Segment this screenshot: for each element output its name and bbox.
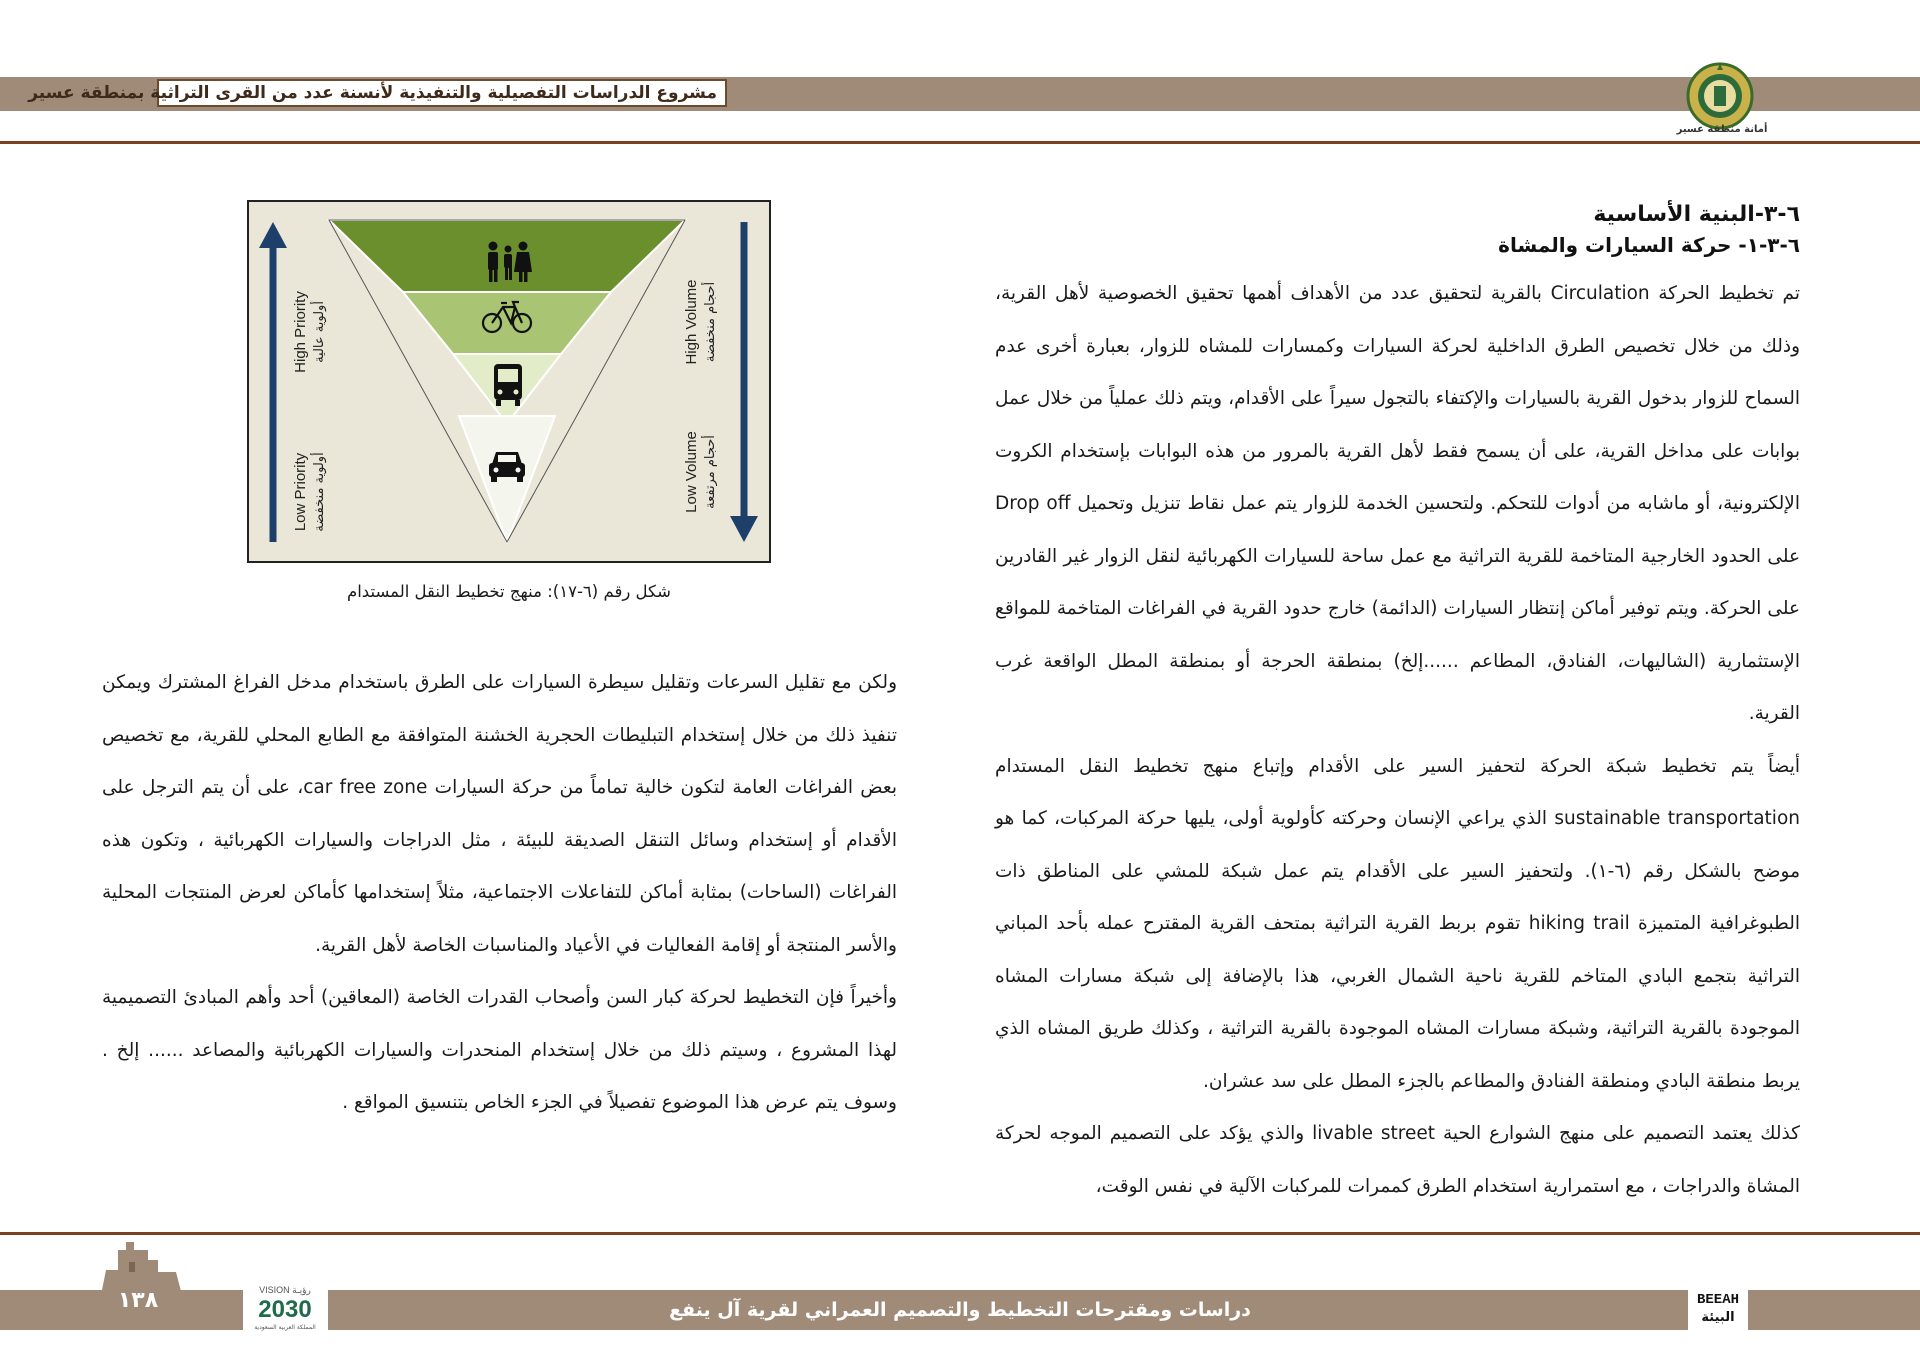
left-text-column <box>102 657 897 1130</box>
beeah-label-ar: البيئة <box>1701 1310 1735 1325</box>
transport-pyramid-diagram <box>249 202 769 561</box>
page-number: ١٣٨ <box>117 1288 159 1313</box>
paragraph: كذلك يعتمد التصميم على منهج الشوارع الحية livable street والذي يؤكد على التصميم الموجه لحركة المشاة والدراجات ، مع استمرارية استخدام الطرق كممرات للمركبات الآلية في نفس الوقت، <box>995 1123 1800 1197</box>
footer-title: دراسات ومقترحات التخطيط والتصميم العمراني لقرية آل ينفع <box>669 1299 1251 1321</box>
tier-cars <box>459 416 555 542</box>
transport-pyramid-figure <box>247 200 771 563</box>
paragraph: تم تخطيط الحركة Circulation بالقرية لتحقيق عدد من الأهداف أهمها تحقيق الخصوصية لأهل القرية، وذلك من خلال تخصيص الطرق الداخلية لحركة السيارات وكمسارات للمشاه للزوار، بعبارة أخرى عدم السماح للزوار بدخول القرية بالسيارات والإكتفاء بالتجول سيراً على الأقدام، ويتم ذلك عملياً من خلال عمل بوابات على مداخل القرية، على أن يسمح فقط لأهل القرية بالمرور من هذه البوابات بإستخدام الكروت الإلكترونية، أو ماشابه من أدوات للتحكم. ولتحسين الخدمة للزوار يتم عمل نقاط تنزيل وتحميل Drop off على الحدود الخارجية المتاخمة للقرية التراثية مع عمل ساحة للسيارات الكهربائية لنقل الزوار غير القادرين على الحركة. ويتم توفير أماكن إنتظار السيارات (الدائمة) خارج حدود القرية في الفراغات المتاخمة للمواقع الإستثمارية (الشاليهات، الفنادق، المطاعم ......إلخ) بمنطقة الحرجة أو بمنطقة المطل الواقعة غرب القرية. <box>995 283 1800 724</box>
vision-subtitle: المملكة العربية السعودية <box>254 1324 316 1331</box>
beeah-label-en: BEEAH <box>1696 1292 1740 1308</box>
high-volume-label: High Volume <box>683 279 700 365</box>
low-volume-label: Low Volume <box>683 431 700 513</box>
tier-bicycles <box>403 292 611 354</box>
up-arrow-icon <box>259 222 287 248</box>
figure-caption: شكل رقم (٦-١٧): منهج تخطيط النقل المستدام <box>347 582 671 601</box>
high-priority-label: High Priority <box>292 291 309 373</box>
section-subheading: ٦-٣-١- حركة السيارات والمشاة <box>1498 233 1800 257</box>
low-priority-label: Low Priority <box>292 452 309 532</box>
footer-divider <box>0 1232 1920 1235</box>
section-heading: ٦-٣-البنية الأساسية <box>1593 202 1800 227</box>
low-priority-label-ar: أولوية منخفضة <box>312 452 327 532</box>
paragraph: وأخيراً فإن التخطيط لحركة كبار السن وأصحاب القدرات الخاصة (المعاقين) أحد وأهم المبادئ التصميمية لهذا المشروع ، وسيتم ذلك من خلال إستخدام المنحدرات والسيارات الكهربائية والمصاعد ...... إلخ . وسوف يتم عرض هذا الموضوع تفصيلاً في الجزء الخاص بتنسيق المواقع . <box>102 987 897 1113</box>
beeah-logo <box>1688 1283 1748 1335</box>
emblem-caption: أمانة منطقة عسير <box>1676 124 1768 135</box>
down-arrow-icon <box>730 516 758 542</box>
vision-year: 2030 <box>258 1296 312 1323</box>
high-volume-label-ar: أحجام منخفضة <box>703 281 718 363</box>
high-priority-label-ar: أولوية عالية <box>312 301 327 363</box>
heritage-castle-icon <box>96 1240 186 1295</box>
pedestrians-icon <box>488 242 532 283</box>
vision-label: VISION رؤيـة <box>259 1285 311 1295</box>
low-volume-label-ar: أحجام مرتفعة <box>703 435 718 509</box>
paragraph: أيضاً يتم تخطيط شبكة الحركة لتحفيز السير على الأقدام وإتباع منهج تخطيط النقل المستدام sustainable transportation الذي يراعي الإنسان وحركته كأولوية أولى، يليها حركة المركبات، كما هو موضح بالشكل رقم (٦-١). ولتحفيز السير على الأقدام يتم عمل شبكة للمشي على المناطق ذات الطبوغرافية المتميزة hiking trail تقوم بربط القرية التراثية بمتحف القرية المقترح عمله بأحد المباني التراثية بتجمع البادي المتاخم للقرية ناحية الشمال الغربي، هذا بالإضافة إلى شبكة مسارات المشاه الموجودة بالقرية التراثية، وشبكة مسارات المشاه الموجودة بالقرية التراثية ، وكذلك طريق المشاه الذي يربط منطقة البادي ومنطقة الفنادق والمطاعم بالجزء المطل على سد عشران. <box>995 755 1801 1092</box>
right-text-column <box>995 200 1800 1213</box>
vision-2030-logo <box>243 1283 328 1335</box>
paragraph: ولكن مع تقليل السرعات وتقليل سيطرة السيارات على الطرق باستخدام مدخل الفراغ المشترك ويمكن تنفيذ ذلك من خلال إستخدام التبليطات الحجرية الخشنة المتوافقة مع الطابع المحلي للقرية، مع تخصيص بعض الفراغات العامة لتكون خالية تماماً من حركة السيارات car free zone، على أن يتم الترجل على الأقدام أو إستخدام وسائل التنقل الصديقة للبيئة ، مثل الدراجات والسيارات الكهربائية ، وتكون هذه الفراغات (الساحات) بمثابة أماكن للتفاعلات الاجتماعية، مثلاً إستخدامها كأماكن لعرض المنتجات المحلية والأسر المنتجة أو إقامة الفعاليات في الأعياد والمناسبات الخاصة لأهل القرية. <box>102 672 897 956</box>
bus-icon <box>494 364 522 406</box>
header-divider <box>0 141 1920 144</box>
project-title: مشروع الدراسات التفصيلية والتنفيذية لأنسنة عدد من القرى التراثية بمنطقة عسير <box>157 79 727 107</box>
